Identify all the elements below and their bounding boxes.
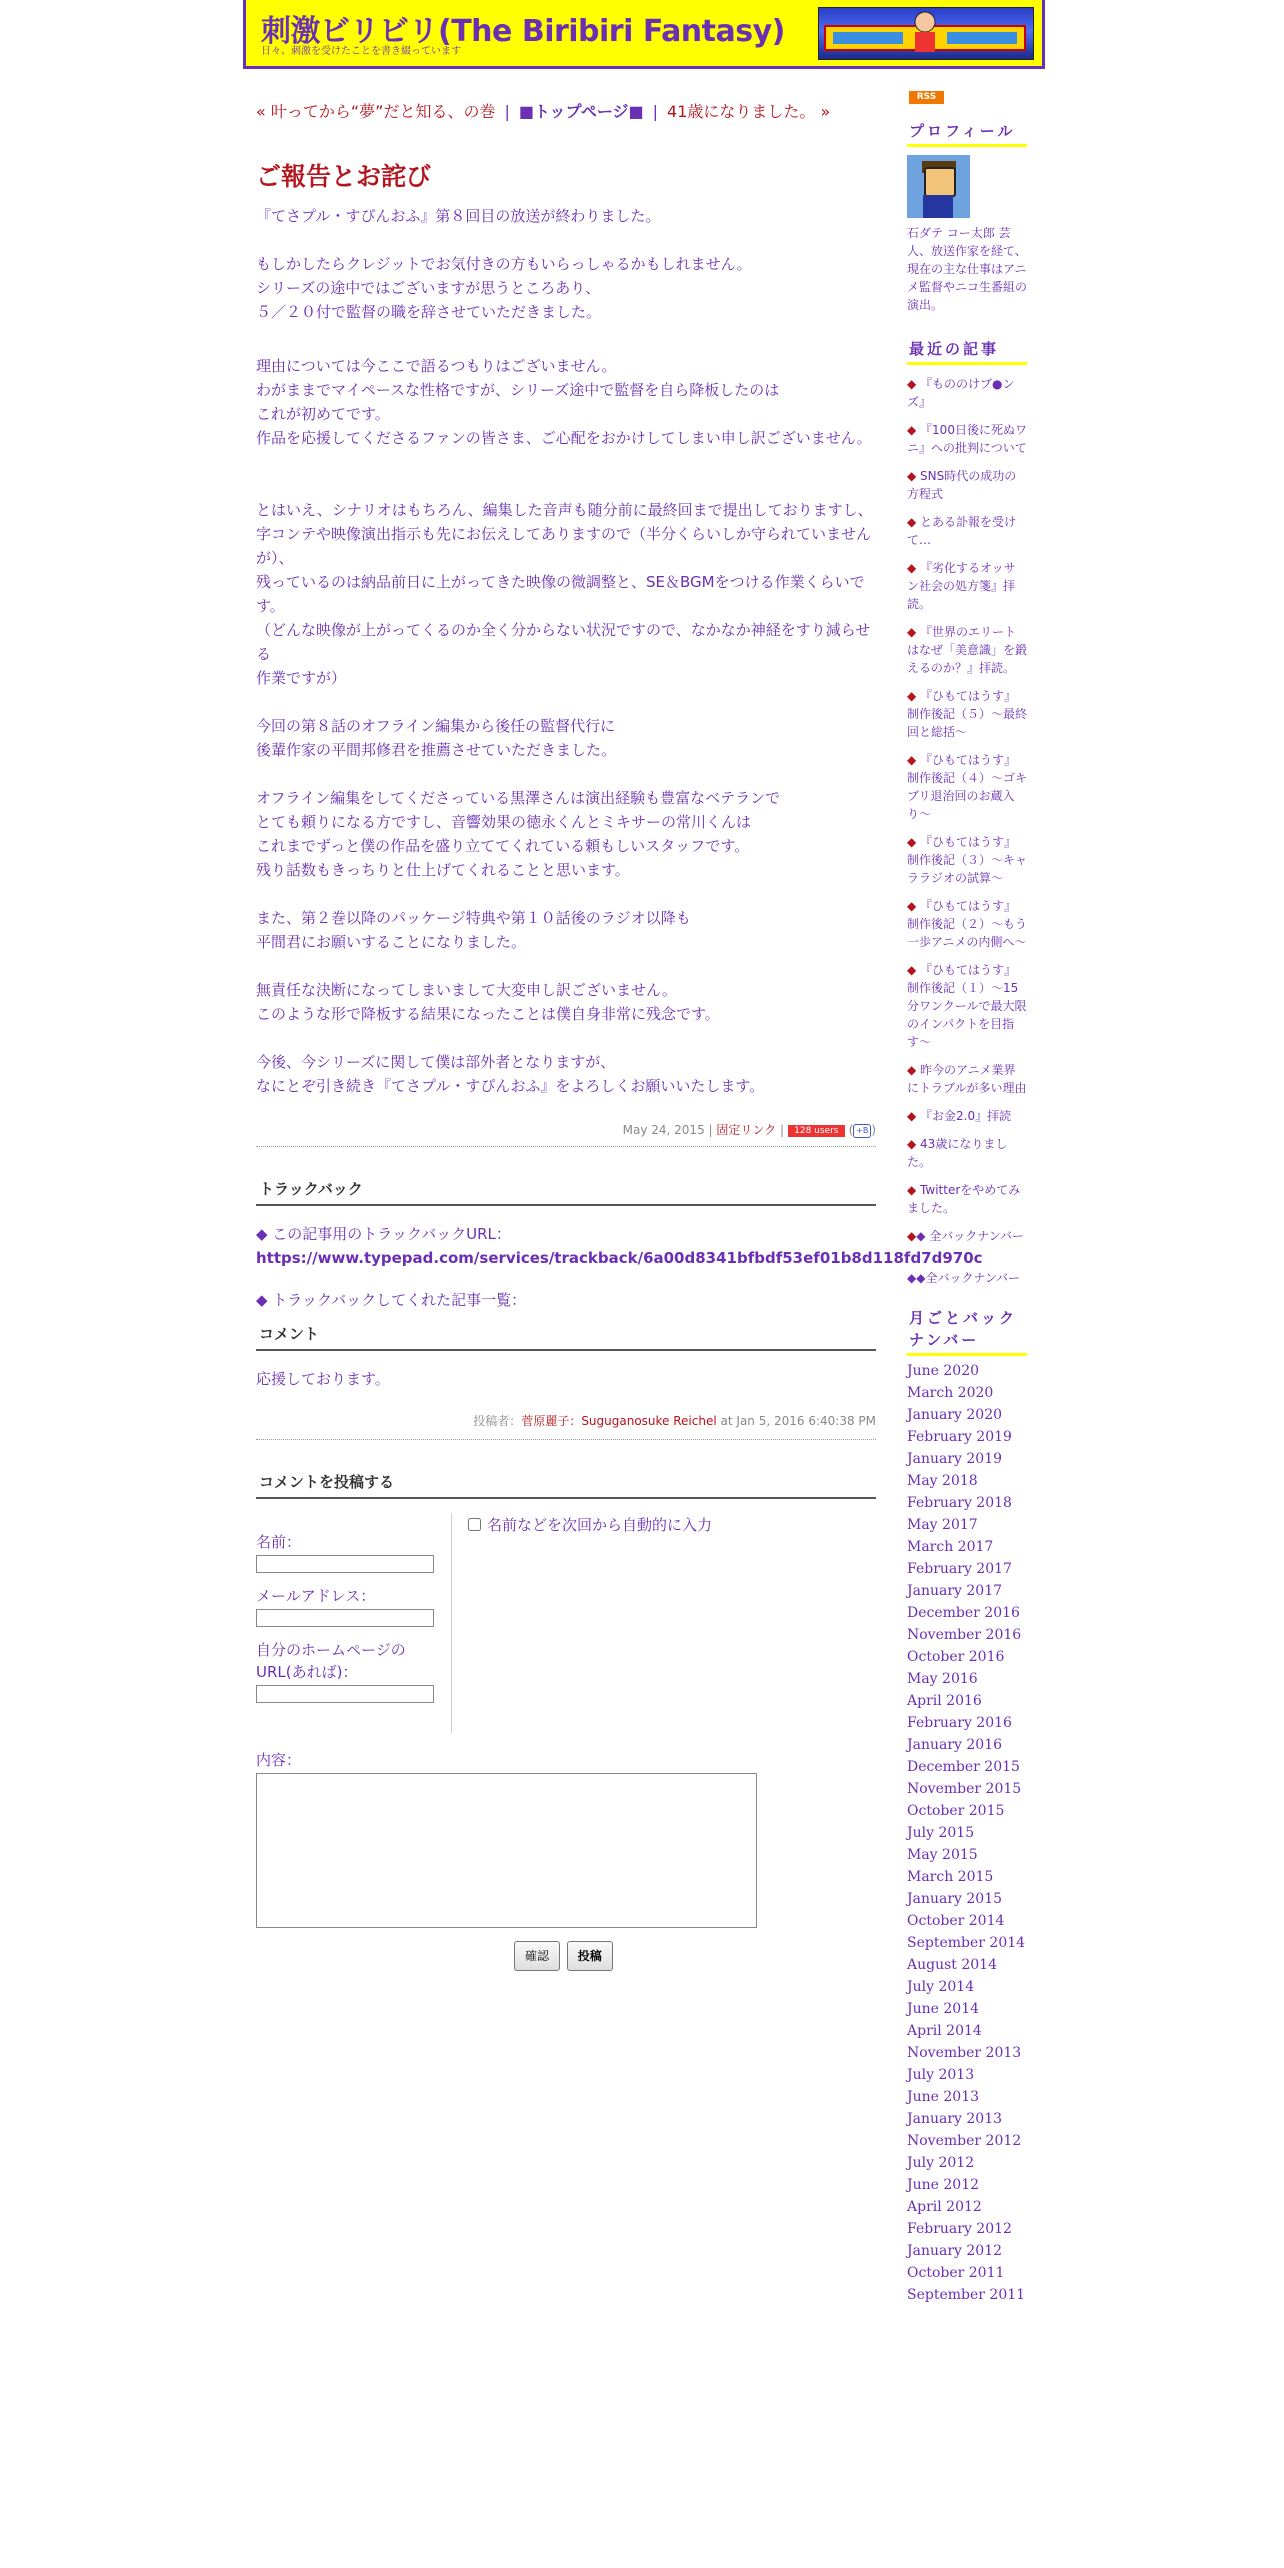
recent-entry[interactable]: ◆ Twitterをやめてみました。 xyxy=(907,1183,1021,1215)
trackback-url[interactable]: https://www.typepad.com/services/trackback/6a00d8341bfbdf53ef01b8d118fd7d970c xyxy=(256,1249,983,1267)
name-label: 名前： xyxy=(256,1533,302,1551)
archive-month-link[interactable]: February 2019 xyxy=(907,1429,1012,1445)
blog-banner xyxy=(243,0,1045,69)
monthly-archive-heading: 月ごとバックナンバー xyxy=(907,1307,1027,1356)
entry-footer: May 24, 2015 | 固定リンク | 128 users ( +B ) xyxy=(256,1118,876,1147)
banner-logo-art xyxy=(819,8,1033,59)
trackback-url-label: ◆ この記事用のトラックバックURL： xyxy=(256,1225,511,1243)
archive-month-link[interactable]: March 2020 xyxy=(907,1385,994,1401)
comment-form-fields xyxy=(256,1513,452,1703)
recent-entry[interactable]: ◆ SNS時代の成功の方程式 xyxy=(907,469,1017,501)
archive-month-link[interactable]: February 2012 xyxy=(907,2221,1012,2237)
body-line: 残っているのは納品前日に上がってきた映像の微調整と、SE＆BGMをつける作業くらいです。 xyxy=(256,573,865,615)
body-line: 作業ですが） xyxy=(256,669,347,687)
body-line: 字コンテや映像演出指示も先にお伝えしてありますので（半分くらいしか守られていませんが）、 xyxy=(256,525,872,567)
entry-navigation xyxy=(256,100,876,124)
body-line: 『てさプル・すぴんおふ』第８回目の放送が終わりました。 xyxy=(256,207,661,225)
archive-month-link[interactable]: May 2018 xyxy=(907,1473,978,1489)
nav-separator: | xyxy=(504,102,510,121)
hatena-users-badge[interactable]: 128 users xyxy=(788,1125,845,1137)
comment-form xyxy=(256,1513,876,1963)
archive-month-link[interactable]: October 2016 xyxy=(907,1649,1005,1665)
archive-month-link[interactable]: May 2017 xyxy=(907,1517,978,1533)
profile-text: 石ダテ コー太郎 芸人、放送作家を経て、現在の主な仕事はアニメ監督やニコ生番組の演出。 xyxy=(907,226,1028,312)
archive-month-link[interactable]: December 2016 xyxy=(907,1605,1020,1621)
permalink[interactable]: 固定リンク xyxy=(716,1123,777,1137)
archive-month-link[interactable]: April 2016 xyxy=(907,1693,982,1709)
monthly-archive-list xyxy=(907,1360,1027,2306)
archive-month-link[interactable]: July 2015 xyxy=(907,1825,975,1841)
comment-form-heading: コメントを投稿する xyxy=(256,1466,876,1499)
trackback-list-label: ◆ トラックバックしてくれた記事一覧： xyxy=(256,1291,527,1309)
body-line: 作品を応援してくださるファンの皆さま、ご心配をおかけしてしまい申し訳ございません。 xyxy=(256,429,872,447)
body-line: とはいえ、シナリオはもちろん、編集した音声も随分前に最終回まで提出しておりますし、 xyxy=(256,501,873,519)
archive-month-link[interactable]: January 2020 xyxy=(907,1407,1003,1423)
recent-entry[interactable]: ◆ 『もののけブ●ンズ』 xyxy=(907,377,1015,409)
banner-logo-image xyxy=(818,7,1034,60)
recent-entry[interactable]: ◆ 43歳になりました。 xyxy=(907,1137,1008,1169)
trackback-heading: トラックバック xyxy=(256,1173,876,1206)
name-input[interactable] xyxy=(256,1555,434,1573)
archive-month-link[interactable]: January 2012 xyxy=(907,2243,1003,2259)
archive-month-link[interactable]: January 2013 xyxy=(907,2111,1003,2127)
avatar xyxy=(907,155,970,218)
archive-month-link[interactable]: May 2016 xyxy=(907,1671,978,1687)
comment-content-textarea[interactable] xyxy=(256,1773,757,1928)
body-line: もしかしたらクレジットでお気付きの方もいらっしゃるかもしれません。 xyxy=(256,255,752,273)
body-line: 後輩作家の平間邦修君を推薦させていただきました。 xyxy=(256,741,617,759)
recent-entry[interactable]: ◆ 『100日後に死ぬワニ』への批判について xyxy=(907,423,1027,455)
body-line: 残り話数もきっちりと仕上げてくれることと思います。 xyxy=(256,861,630,879)
archive-month-link[interactable]: January 2019 xyxy=(907,1451,1003,1467)
body-line: 平間君にお願いすることになりました。 xyxy=(256,933,527,951)
recent-entry[interactable]: ◆ 『ひもてはうす』制作後記（２）〜もう一歩アニメの内側へ〜 xyxy=(907,899,1028,949)
archive-month-link[interactable]: February 2017 xyxy=(907,1561,1012,1577)
archive-month-link[interactable]: March 2015 xyxy=(907,1869,994,1885)
homepage-url-input[interactable] xyxy=(256,1685,434,1703)
remember-me xyxy=(468,1513,712,1537)
body-line: ５／２０付で監督の職を辞させていただきました。 xyxy=(256,303,602,321)
archive-month-link[interactable]: October 2015 xyxy=(907,1803,1005,1819)
form-buttons xyxy=(514,1941,615,1971)
recent-entry[interactable]: ◆ 『ひもてはうす』制作後記（５）〜最終回と総括〜 xyxy=(907,689,1028,739)
archive-month-link[interactable]: December 2015 xyxy=(907,1759,1020,1775)
recent-entry[interactable]: ◆ 『劣化するオッサン社会の処方箋』拝読。 xyxy=(907,561,1016,611)
email-input[interactable] xyxy=(256,1609,434,1627)
homepage-url-label: 自分のホームページのURL(あれば)： xyxy=(256,1641,406,1681)
archive-month-link[interactable]: February 2016 xyxy=(907,1715,1012,1731)
top-page-link[interactable]: ■トップページ■ xyxy=(518,102,644,121)
archive-month-link[interactable]: May 2015 xyxy=(907,1847,978,1863)
content-label: 内容： xyxy=(256,1751,302,1769)
archive-month-link[interactable]: July 2012 xyxy=(907,2155,975,2171)
recent-entries-list xyxy=(907,375,1027,1245)
archive-month-link[interactable]: June 2020 xyxy=(907,1363,980,1379)
body-line: シリーズの途中ではございますが思うところあり、 xyxy=(256,279,601,297)
body-line: これが初めてです。 xyxy=(256,405,390,423)
blog-description: 日々、刺激を受けたことを書き綴っています xyxy=(261,46,461,57)
prev-entry-link[interactable]: « 叶ってから“夢”だと知る、の巻 xyxy=(256,102,496,121)
archive-month-link[interactable]: November 2016 xyxy=(907,1627,1022,1643)
body-line: オフライン編集をしてくださっている黒澤さんは演出経験も豊富なベテランで xyxy=(256,789,781,807)
recent-entry[interactable]: ◆ 『ひもてはうす』制作後記（４）〜ゴキブリ退治回のお蔵入り〜 xyxy=(907,753,1028,821)
body-line: （どんな映像が上がってくるのか全く分からない状況ですので、なかなか神経をすり減らせる xyxy=(256,621,871,663)
next-entry-link[interactable]: 41歳になりました。 » xyxy=(667,102,831,121)
comment-body: 応援しております。 xyxy=(256,1370,390,1388)
form-divider xyxy=(451,1513,452,1733)
archive-month-link[interactable]: October 2011 xyxy=(907,2265,1005,2281)
archive-month-link[interactable]: November 2015 xyxy=(907,1781,1022,1797)
comments-heading: コメント xyxy=(256,1318,876,1351)
archive-month-link[interactable]: June 2012 xyxy=(907,2177,980,2193)
archive-month-link[interactable]: January 2015 xyxy=(907,1891,1003,1907)
comment-meta-prefix: 投稿者： xyxy=(473,1414,522,1428)
archive-month-link[interactable]: June 2014 xyxy=(907,2001,980,2017)
rss-icon[interactable]: RSS xyxy=(909,91,944,104)
body-line: このような形で降板する結果になったことは僕自身非常に残念です。 xyxy=(256,1005,720,1023)
entry-title: ご報告とお詫び xyxy=(256,162,432,191)
recent-entry[interactable]: ◆ 『ひもてはうす』制作後記（３）〜キャララジオの試算〜 xyxy=(907,835,1028,885)
bookmark-add-icon[interactable]: +B xyxy=(853,1124,871,1138)
preview-button[interactable]: 確認 xyxy=(514,1941,560,1971)
body-line: また、第２巻以降のパッケージ特典や第１０話後のラジオ以降も xyxy=(256,909,691,927)
email-label: メールアドレス： xyxy=(256,1587,376,1605)
sidebar xyxy=(907,86,1027,2306)
archive-month-link[interactable]: June 2013 xyxy=(907,2089,980,2105)
archive-month-link[interactable]: January 2016 xyxy=(907,1737,1003,1753)
comment-author-link[interactable]: 菅原麗子：Suguganosuke Reichel xyxy=(521,1414,717,1428)
remember-checkbox[interactable] xyxy=(468,1518,481,1531)
body-line: 今回の第８話のオフライン編集から後任の監督代行に xyxy=(256,717,616,735)
archive-month-link[interactable]: January 2017 xyxy=(907,1583,1003,1599)
archive-month-link[interactable]: October 2014 xyxy=(907,1913,1005,1929)
body-line: なにとぞ引き続き『てさプル・すぴんおふ』をよろしくお願いいたします。 xyxy=(256,1077,765,1095)
archive-month-link[interactable]: November 2012 xyxy=(907,2133,1022,2149)
recent-entry[interactable]: ◆◆ 全バックナンバー xyxy=(907,1229,1024,1243)
comment-time: at Jan 5, 2016 6:40:38 PM xyxy=(720,1414,876,1428)
recent-entry[interactable]: ◆ とある訃報を受けて… xyxy=(907,515,1017,547)
entry-date: May 24, 2015 xyxy=(622,1123,705,1137)
recent-entry[interactable]: ◆ 『お金2.0』拝読 xyxy=(907,1109,1012,1123)
archive-month-link[interactable]: November 2013 xyxy=(907,2045,1022,2061)
archive-month-link[interactable]: February 2018 xyxy=(907,1495,1012,1511)
archive-month-link[interactable]: April 2012 xyxy=(907,2199,982,2215)
body-line: とても頼りになる方ですし、音響効果の徳永くんとミキサーの常川くんは xyxy=(256,813,752,831)
body-line: 理由については今ここで語るつもりはございません。 xyxy=(256,357,617,375)
nav-separator: | xyxy=(652,102,659,121)
recent-entry[interactable]: ◆ 『世界のエリートはなぜ「美意識」を鍛えるのか？』拝読。 xyxy=(907,625,1028,675)
archive-month-link[interactable]: July 2013 xyxy=(907,2067,975,2083)
body-line: 今後、今シリーズに関して僕は部外者となりますが、 xyxy=(256,1053,616,1071)
post-button[interactable]: 投稿 xyxy=(567,1941,613,1971)
comment-meta xyxy=(256,1409,876,1440)
archive-month-link[interactable]: August 2014 xyxy=(907,1957,997,1973)
recent-entries-heading: 最近の記事 xyxy=(907,338,1027,365)
archive-month-link[interactable]: September 2014 xyxy=(907,1935,1026,1951)
archive-month-link[interactable]: July 2014 xyxy=(907,1979,975,1995)
archive-month-link[interactable]: April 2014 xyxy=(907,2023,982,2039)
recent-entry[interactable]: ◆ 昨今のアニメ業界にトラブルが多い理由 xyxy=(907,1063,1027,1095)
body-line: わがままでマイペースな性格ですが、シリーズ途中で監督を自ら降板したのは xyxy=(256,381,780,399)
all-backnumbers-link[interactable]: ◆◆全バックナンバー xyxy=(907,1271,1021,1285)
archive-month-link[interactable]: September 2011 xyxy=(907,2287,1026,2303)
blog-title-link[interactable]: 刺激ビリビリ(The Biribiri Fantasy) xyxy=(261,14,785,49)
remember-label: 名前などを次回から自動的に入力 xyxy=(487,1516,713,1534)
profile-heading: プロフィール xyxy=(907,120,1027,147)
entry-body xyxy=(256,204,876,1098)
recent-entry[interactable]: ◆ 『ひもてはうす』制作後記（１）〜15分ワンクールで最大限のインパクトを目指す〜 xyxy=(907,963,1027,1049)
archive-month-link[interactable]: March 2017 xyxy=(907,1539,994,1555)
body-line: これまでずっと僕の作品を盛り立ててくれている頼もしいスタッフです。 xyxy=(256,837,750,855)
body-line: 無責任な決断になってしまいまして大変申し訳ございません。 xyxy=(256,981,677,999)
